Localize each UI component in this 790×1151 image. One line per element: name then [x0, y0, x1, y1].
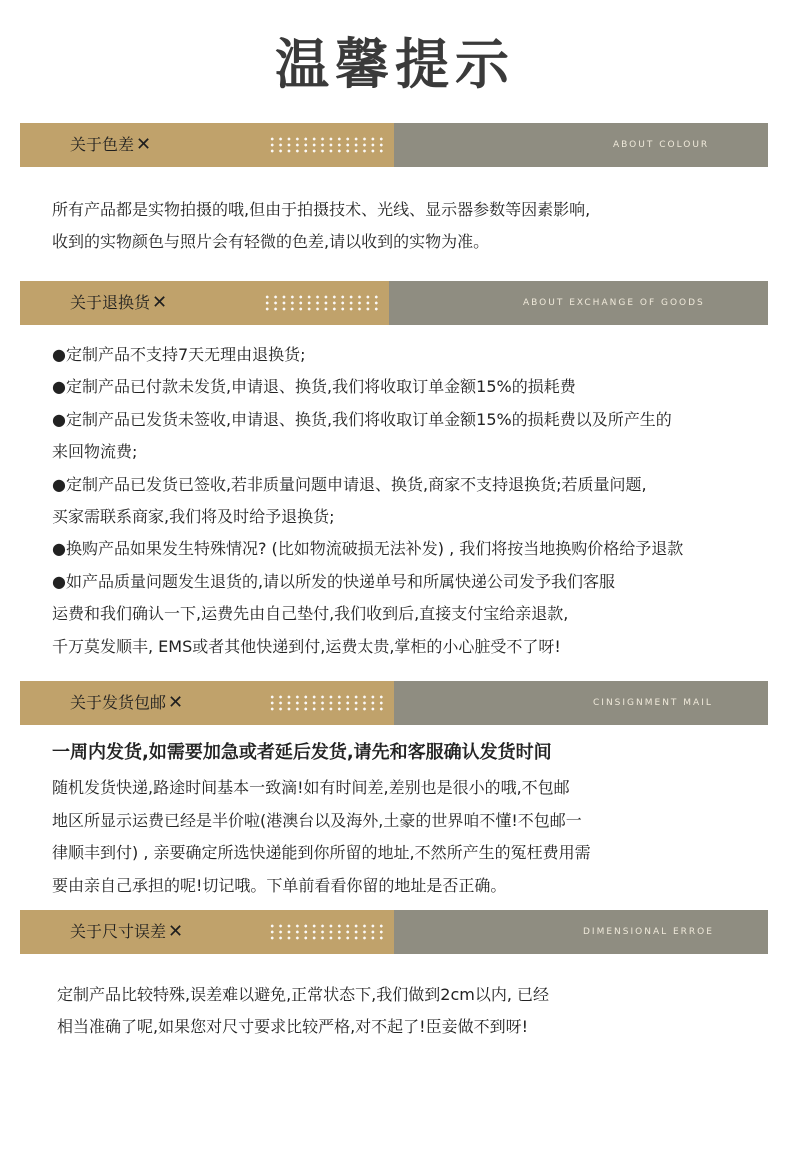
- section-header-colour: [20, 123, 768, 167]
- dot-pattern-decoration: [268, 923, 386, 941]
- section-label: [70, 123, 151, 167]
- list-item: 运费和我们确认一下,运费先由自己垫付,我们收到后,直接支付宝给亲退款,: [52, 604, 569, 623]
- section-header-shipping: [20, 681, 768, 725]
- section-label: [70, 681, 183, 725]
- section-english-label: CINSIGNMENT MAIL: [593, 698, 713, 708]
- list-item: 来回物流费;: [52, 442, 138, 461]
- dot-pattern-decoration: [263, 294, 381, 312]
- paragraph-line: 定制产品比较特殊,误差难以避免,正常状态下,我们做到2cm以内, 已经: [57, 985, 549, 1004]
- paragraph-line: 所有产品都是实物拍摄的哦,但由于拍摄技术、光线、显示器参数等因素影响,: [52, 200, 591, 219]
- close-x-icon: ✕: [136, 134, 152, 155]
- section-english-label: ABOUT EXCHANGE OF GOODS: [523, 298, 705, 308]
- section-label-text: 关于尺寸误差: [70, 922, 167, 941]
- paragraph-line: 相当准确了呢,如果您对尺寸要求比较严格,对不起了!臣妾做不到呀!: [57, 1017, 529, 1036]
- close-x-icon: ✕: [168, 921, 184, 942]
- section-heading: 一周内发货,如需要加急或者延后发货,请先和客服确认发货时间: [52, 742, 552, 763]
- section-label: [70, 281, 167, 325]
- section-label-text: 关于退换货: [70, 293, 151, 312]
- paragraph-line: 收到的实物颜色与照片会有轻微的色差,请以收到的实物为准。: [52, 232, 490, 251]
- section-header-size: [20, 910, 768, 954]
- page-title: 温馨提示: [275, 33, 515, 96]
- dot-pattern-decoration: [268, 694, 386, 712]
- paragraph-line: 地区所显示运费已经是半价啦(港澳台以及海外,土豪的世界咱不懂!不包邮一: [52, 811, 582, 830]
- list-item: ●定制产品已付款未发货,申请退、换货,我们将收取订单金额15%的损耗费: [52, 377, 576, 396]
- section-english-label: DIMENSIONAL ERROE: [583, 927, 714, 937]
- list-item: 千万莫发顺丰, EMS或者其他快递到付,运费太贵,掌柜的小心脏受不了呀!: [52, 637, 561, 656]
- list-item: ●如产品质量问题发生退货的,请以所发的快递单号和所属快递公司发予我们客服: [52, 572, 616, 591]
- paragraph-line: 律顺丰到付) , 亲要确定所选快递能到你所留的地址,不然所产生的冤枉费用需: [52, 843, 591, 862]
- list-item: ●定制产品已发货已签收,若非质量问题申请退、换货,商家不支持退换货;若质量问题,: [52, 475, 647, 494]
- close-x-icon: ✕: [168, 692, 184, 713]
- section-header-exchange: [20, 281, 768, 325]
- list-item: ●定制产品不支持7天无理由退换货;: [52, 345, 306, 364]
- section-english-label: ABOUT COLOUR: [613, 140, 710, 150]
- section-label-text: 关于色差: [70, 135, 135, 154]
- dot-pattern-decoration: [268, 136, 386, 154]
- list-item: 买家需联系商家,我们将及时给予退换货;: [52, 507, 335, 526]
- header-gray-block: [394, 123, 768, 167]
- section-label-text: 关于发货包邮: [70, 693, 167, 712]
- list-item: ●定制产品已发货未签收,申请退、换货,我们将收取订单金额15%的损耗费以及所产生的: [52, 410, 672, 429]
- close-x-icon: ✕: [152, 292, 168, 313]
- section-label: [70, 910, 183, 954]
- list-item: ●换购产品如果发生特殊情况? (比如物流破损无法补发) , 我们将按当地换购价格给予退款: [52, 539, 684, 558]
- paragraph-line: 要由亲自己承担的呢!切记哦。下单前看看你留的地址是否正确。: [52, 876, 507, 895]
- paragraph-line: 随机发货快递,路途时间基本一致滴!如有时间差,差别也是很小的哦,不包邮: [52, 778, 570, 797]
